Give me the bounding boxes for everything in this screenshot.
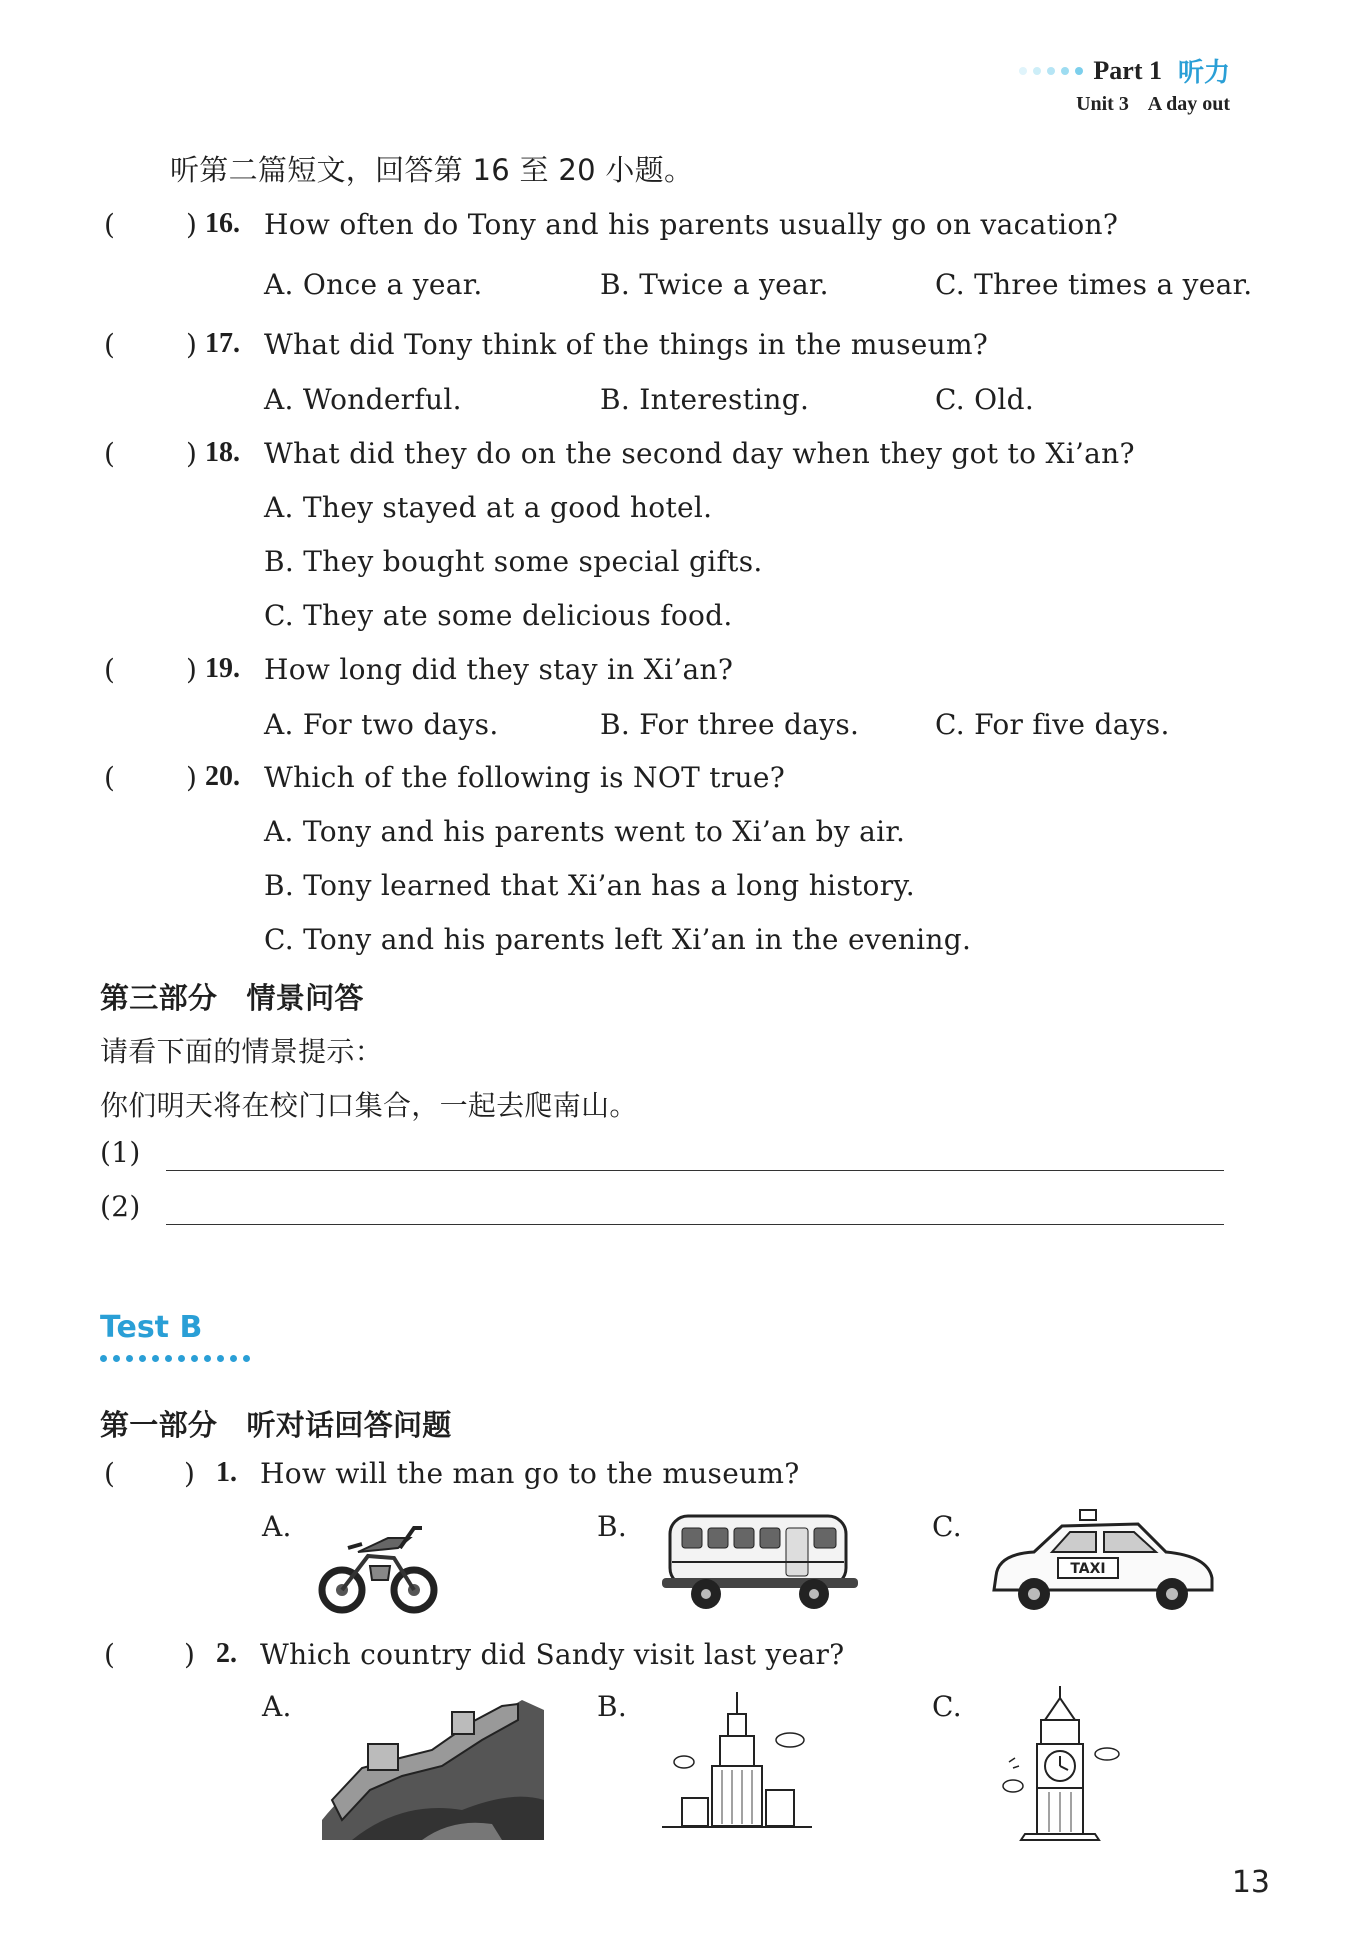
question-number: 18. — [205, 437, 240, 468]
question-text: How often do Tony and his parents usually go on vacation? — [264, 208, 1119, 241]
option-b: B. Twice a year. — [600, 268, 829, 301]
option-a: A. Tony and his parents went to Xi’an by air. — [264, 815, 906, 848]
option-c: C. — [932, 1510, 962, 1543]
page-number: 13 — [1231, 1865, 1270, 1900]
blank-label: (2) — [100, 1190, 141, 1223]
answer-paren-open: ( — [104, 1457, 115, 1490]
option-c: C. Tony and his parents left Xi’an in the evening. — [264, 923, 972, 956]
option-b: B. — [597, 1510, 628, 1543]
answer-paren-close: ) — [184, 1638, 195, 1671]
passage-intro: 听第二篇短文，回答第 16 至 20 小题。 — [170, 153, 694, 187]
question-number: 16. — [205, 208, 240, 239]
part3-title: 第三部分 情景问答 — [100, 981, 364, 1015]
test-b-dots-decoration — [100, 1355, 250, 1362]
question-text: Which country did Sandy visit last year? — [260, 1638, 845, 1671]
option-c: C. Old. — [935, 383, 1035, 416]
header-dots-decoration — [1019, 67, 1083, 75]
motorbike-icon — [318, 1508, 438, 1616]
great-wall-icon — [322, 1690, 544, 1840]
question-number: 1. — [216, 1457, 237, 1488]
answer-paren-close: ) — [186, 328, 197, 361]
answer-paren-open: ( — [104, 328, 115, 361]
option-b: B. — [597, 1690, 628, 1723]
question-text: How will the man go to the museum? — [260, 1457, 800, 1490]
answer-paren-close: ) — [186, 437, 197, 470]
answer-paren-close: ) — [186, 653, 197, 686]
part3-prompt: 请看下面的情景提示： — [100, 1035, 384, 1068]
question-number: 2. — [216, 1638, 237, 1669]
test-b-part1-title: 第一部分 听对话回答问题 — [100, 1408, 452, 1442]
option-b: B. For three days. — [600, 708, 860, 741]
answer-paren-close: ) — [186, 761, 197, 794]
header-section: 听力 — [1177, 58, 1230, 88]
option-c: C. — [932, 1690, 962, 1723]
test-b-title: Test B — [100, 1310, 203, 1345]
answer-paren-close: ) — [184, 1457, 195, 1490]
part3-situation: 你们明天将在校门口集合，一起去爬南山。 — [100, 1089, 638, 1122]
option-a: A. They stayed at a good hotel. — [264, 491, 713, 524]
answer-line[interactable] — [166, 1170, 1224, 1171]
question-number: 19. — [205, 653, 240, 684]
taxi-icon — [988, 1506, 1218, 1616]
blank-label: (1) — [100, 1136, 141, 1169]
option-c: C. Three times a year. — [935, 268, 1253, 301]
bus-icon — [662, 1508, 858, 1616]
option-b: B. Tony learned that Xi’an has a long history. — [264, 869, 915, 902]
question-text: What did Tony think of the things in the museum? — [264, 328, 989, 361]
option-b: B. Interesting. — [600, 383, 810, 416]
answer-paren-open: ( — [104, 1638, 115, 1671]
option-a: A. — [262, 1510, 292, 1543]
skyscraper-icon — [662, 1690, 812, 1840]
header-part: Part 1 — [1093, 55, 1162, 85]
answer-line[interactable] — [166, 1224, 1224, 1225]
option-c: C. They ate some delicious food. — [264, 599, 733, 632]
question-number: 17. — [205, 328, 240, 359]
question-text: How long did they stay in Xi’an? — [264, 653, 734, 686]
big-ben-icon — [995, 1686, 1125, 1841]
header-unit: Unit 3 A day out — [1076, 93, 1230, 115]
answer-paren-open: ( — [104, 437, 115, 470]
option-c: C. For five days. — [935, 708, 1170, 741]
option-a: A. For two days. — [264, 708, 499, 741]
question-text: Which of the following is NOT true? — [264, 761, 786, 794]
answer-paren-open: ( — [104, 208, 115, 241]
answer-paren-open: ( — [104, 761, 115, 794]
option-a: A. Wonderful. — [264, 383, 462, 416]
taxi-sign: TAXI — [1070, 1561, 1106, 1577]
page-header — [1019, 52, 1230, 116]
answer-paren-open: ( — [104, 653, 115, 686]
option-a: A. Once a year. — [264, 268, 483, 301]
answer-paren-close: ) — [186, 208, 197, 241]
question-text: What did they do on the second day when they got to Xi’an? — [264, 437, 1135, 470]
option-a: A. — [262, 1690, 292, 1723]
question-number: 20. — [205, 761, 240, 792]
option-b: B. They bought some special gifts. — [264, 545, 763, 578]
